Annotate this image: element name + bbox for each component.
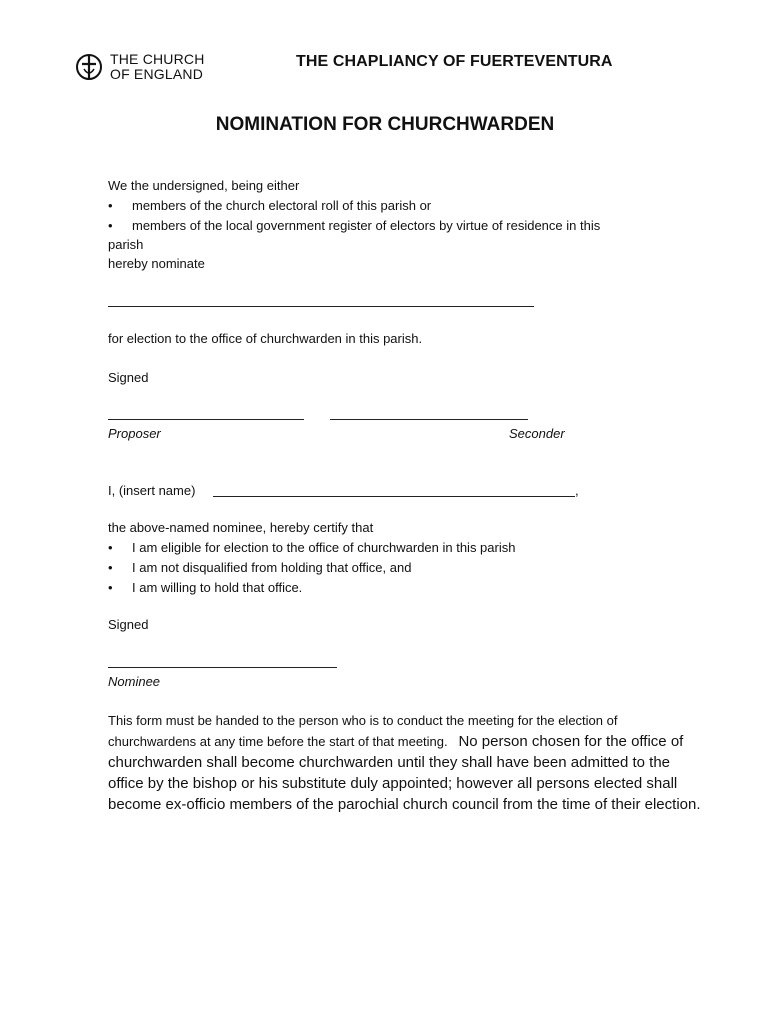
seconder-label: Seconder [509, 426, 565, 441]
proposer-label: Proposer [108, 426, 161, 441]
insert-name-text: I, (insert name) [108, 483, 196, 498]
signed-label-2: Signed [108, 617, 149, 632]
bullet-glyph: • [108, 198, 113, 213]
election-statement: for election to the office of churchwarden in this parish. [108, 331, 423, 346]
intro-lead: We the undersigned, being either [108, 178, 300, 193]
certify-bullet-text: I am eligible for election to the office of churchwarden in this parish [132, 540, 516, 555]
intro-bullet-text: members of the local government register of electors by virtue of residence in this [132, 218, 601, 233]
insert-name-line[interactable] [213, 496, 575, 497]
intro-bullet-2 [108, 218, 601, 233]
bullet-glyph: • [108, 218, 113, 233]
bullet-glyph: • [108, 540, 113, 555]
certify-bullet-1 [108, 540, 516, 555]
proposer-signature-line[interactable] [108, 419, 304, 420]
certify-bullet-2 [108, 560, 412, 575]
intro-bullet-1 [108, 198, 432, 213]
seconder-signature-line[interactable] [330, 419, 528, 420]
logo-wordmark [110, 52, 205, 82]
certify-bullet-text: I am willing to hold that office. [132, 580, 303, 595]
insert-name-label [108, 483, 195, 498]
nominee-label: Nominee [108, 674, 161, 689]
intro-wrap: parish [108, 237, 144, 252]
footer-part-1: This form must be handed to the person who is to conduct the meeting for the election of churchwardens at any time before the start of that meeting. [108, 713, 618, 749]
logo-line-1: THE CHURCH [110, 51, 205, 67]
church-of-england-logo [74, 52, 205, 82]
footer-part-2: No person chosen for the office of churchwarden shall become churchwarden until they shall have been admitted to the office by the bishop or his substitute duly appointed; however all persons elected shall become ex-officio members of the parochial church council from the time of their election. [108, 733, 701, 813]
certify-bullet-3 [108, 580, 303, 595]
insert-name-comma: , [575, 483, 579, 498]
bullet-glyph: • [108, 560, 113, 575]
nominee-signature-line[interactable] [108, 667, 337, 668]
chaplaincy-title: THE CHAPLIANCY OF FUERTEVENTURA [296, 53, 613, 70]
footer-notice [108, 710, 708, 815]
hereby-nominate: hereby nominate [108, 256, 205, 271]
church-cross-icon [74, 52, 104, 82]
bullet-glyph: • [108, 580, 113, 595]
intro-bullet-text: members of the church electoral roll of this parish or [132, 198, 432, 213]
certify-lead: the above-named nominee, hereby certify that [108, 520, 374, 535]
nominee-name-line[interactable] [108, 306, 534, 307]
logo-line-2: OF ENGLAND [110, 66, 204, 82]
certify-bullet-text: I am not disqualified from holding that office, and [132, 560, 412, 575]
signed-label: Signed [108, 370, 149, 385]
form-title: NOMINATION FOR CHURCHWARDEN [215, 114, 555, 135]
